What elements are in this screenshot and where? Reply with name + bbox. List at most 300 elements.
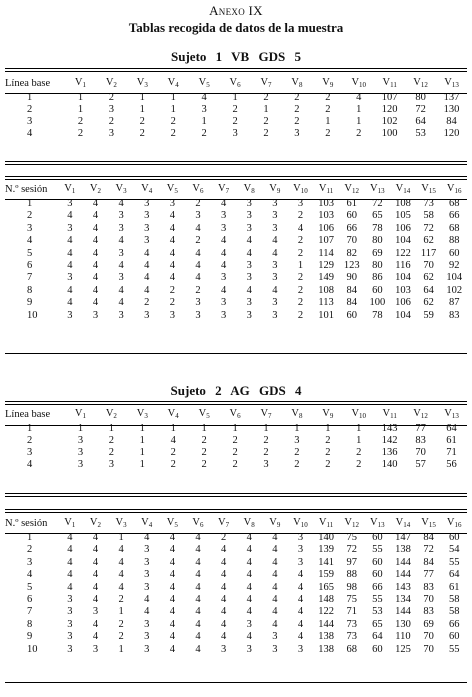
table-cell: 2	[263, 447, 269, 458]
table-cell: 72	[415, 104, 426, 115]
table-cell: 3	[77, 435, 84, 446]
table-cell: 70	[415, 447, 426, 458]
table-cell: 97	[346, 556, 357, 568]
table-cell: 3	[67, 631, 73, 643]
table-cell: 3	[77, 459, 84, 470]
column-header: $V_{13}$	[444, 408, 459, 420]
table-cell: 4	[67, 544, 73, 556]
table-cell: 2	[356, 128, 362, 139]
table-cell: 3	[67, 594, 73, 606]
table-cell: 4	[195, 272, 201, 284]
table-cell: 3	[67, 222, 73, 234]
table-cell: 1	[325, 423, 331, 434]
table-cell: 3	[297, 556, 304, 568]
table-cell: 2	[263, 92, 269, 103]
table-cell: 1	[139, 423, 145, 434]
table-cell: 2	[294, 459, 300, 470]
table-row	[5, 644, 467, 656]
table-cell: 59	[423, 309, 434, 321]
table-cell: 2	[118, 594, 124, 606]
table-cell: 101	[318, 309, 334, 321]
table-cell: 4	[195, 260, 201, 272]
table-cell: 104	[395, 272, 411, 284]
table-cell: 4	[92, 594, 99, 606]
table-cell: 4	[272, 569, 278, 581]
table-cell: 2	[232, 459, 238, 470]
table-cell: 80	[372, 235, 383, 247]
column-header: $V_9$	[269, 183, 281, 195]
table-cell: 4	[272, 581, 278, 593]
table-cell: 2	[263, 116, 269, 127]
table-cell: 104	[446, 272, 463, 284]
table-row	[5, 297, 467, 309]
table-cell: 60	[448, 631, 460, 643]
table-cell: 4	[92, 247, 99, 259]
table-cell: 1	[108, 423, 114, 434]
table-cell: 4	[169, 235, 175, 247]
table-cell: 58	[448, 606, 460, 618]
table-cell: 4	[220, 606, 227, 618]
table-cell: 60	[372, 284, 383, 296]
table-cell: 4	[67, 569, 73, 581]
table-cell: 2	[170, 459, 176, 470]
table-cell: 2	[195, 235, 201, 247]
table-cell: 4	[195, 569, 201, 581]
table-row	[5, 272, 467, 284]
column-header: $V_{10}$	[351, 408, 367, 420]
table-cell: 2	[139, 128, 145, 139]
table-cell: 2	[77, 128, 84, 139]
table-cell: 2	[325, 92, 331, 103]
table-cell: 2	[144, 297, 150, 309]
table-cell: 83	[448, 309, 460, 321]
column-header: $V_2$	[89, 183, 101, 195]
table-cell: 77	[423, 569, 434, 581]
table-cell: 62	[423, 235, 434, 247]
table-cell: 4	[118, 556, 124, 568]
table-cell: 2	[297, 247, 304, 259]
table-row	[5, 447, 467, 459]
table-row	[5, 235, 467, 247]
table-row	[5, 260, 467, 272]
table-cell: 3	[118, 222, 124, 234]
table-cell: 2	[263, 435, 269, 446]
table-cell: 4	[169, 594, 175, 606]
table-cell: 3	[294, 435, 300, 446]
column-header: $V_{11}$	[382, 408, 397, 420]
table-cell: 1	[297, 260, 304, 272]
table-cell: 108	[318, 284, 334, 296]
table-cell: 4	[67, 260, 73, 272]
table-row	[5, 104, 467, 116]
table-cell: 3	[108, 128, 114, 139]
subject-2-sessions-table	[5, 516, 467, 656]
subject-1-sessions-top-rule	[5, 176, 467, 177]
table-cell: 92	[448, 260, 460, 272]
table-cell: 103	[318, 210, 334, 222]
table-cell: 4	[169, 210, 175, 222]
table-row	[5, 594, 467, 606]
table-cell: 4	[272, 618, 278, 630]
table-cell: 3	[67, 643, 73, 655]
table-cell: 69	[423, 618, 434, 630]
table-cell: 55	[448, 643, 460, 655]
column-header: $V_4$	[167, 77, 179, 89]
table-cell: 2	[118, 618, 124, 630]
row-label-cell: 4	[27, 569, 33, 581]
table-cell: 65	[372, 210, 383, 222]
table-cell: 159	[318, 569, 334, 581]
row-label-header: N.º sesión	[5, 518, 48, 529]
header-row	[5, 516, 467, 532]
table-cell: 3	[67, 198, 73, 209]
table-cell: 4	[92, 618, 99, 630]
table-cell: 104	[395, 235, 411, 247]
table-cell: 68	[448, 198, 460, 209]
table-cell: 2	[325, 128, 331, 139]
table-cell: 3	[144, 210, 150, 222]
table-cell: 4	[195, 247, 201, 259]
header-row	[5, 182, 467, 198]
row-label-cell: 3	[27, 447, 33, 458]
table-cell: 3	[220, 309, 227, 321]
table-cell: 66	[372, 581, 383, 593]
table-cell: 84	[446, 116, 457, 127]
document-title: Tablas recogida de datos de la muestra	[128, 20, 344, 35]
table-cell: 4	[297, 222, 304, 234]
column-header: $V_{12}$	[344, 183, 359, 195]
table-cell: 90	[346, 272, 357, 284]
table-cell: 2	[118, 631, 124, 643]
table-cell: 64	[423, 284, 434, 296]
row-label-cell: 2	[27, 435, 33, 446]
table-cell: 134	[395, 594, 411, 606]
table-cell: 120	[381, 104, 398, 115]
table-cell: 4	[169, 556, 175, 568]
table-cell: 4	[195, 643, 201, 655]
column-header: $V_4$	[167, 408, 179, 420]
table-cell: 60	[346, 309, 357, 321]
table-cell: 4	[297, 569, 304, 581]
table-cell: 3	[297, 643, 304, 655]
table-cell: 3	[144, 309, 150, 321]
table-cell: 4	[195, 544, 201, 556]
table-row	[5, 435, 467, 447]
table-row	[5, 223, 467, 235]
table-cell: 2	[232, 435, 238, 446]
row-label-cell: 9	[27, 297, 33, 309]
table-cell: 2	[325, 459, 331, 470]
table-cell: 3	[220, 222, 227, 234]
subject-1-sessions-header-rule	[5, 199, 467, 200]
table-cell: 3	[144, 618, 150, 630]
table-cell: 4	[144, 532, 150, 543]
table-cell: 3	[232, 128, 238, 139]
table-cell: 4	[297, 581, 304, 593]
table-cell: 3	[246, 309, 252, 321]
table-cell: 1	[77, 423, 84, 434]
table-cell: 4	[92, 297, 99, 309]
table-cell: 3	[169, 309, 175, 321]
table-cell: 3	[272, 643, 278, 655]
table-cell: 72	[423, 222, 434, 234]
row-label-cell: 4	[27, 235, 33, 247]
row-label-cell: 3	[27, 222, 33, 234]
table-cell: 54	[448, 544, 460, 556]
table-row	[5, 128, 467, 140]
table-cell: 3	[67, 309, 73, 321]
table-cell: 142	[381, 435, 398, 446]
table-cell: 117	[420, 247, 437, 259]
table-cell: 3	[220, 297, 227, 309]
table-cell: 3	[144, 556, 150, 568]
table-cell: 3	[92, 643, 99, 655]
table-cell: 4	[169, 532, 175, 543]
row-label-cell: 10	[27, 643, 38, 655]
table-cell: 71	[346, 606, 357, 618]
table-cell: 4	[195, 581, 201, 593]
table-cell: 4	[169, 260, 175, 272]
table-cell: 102	[446, 284, 463, 296]
row-label-cell: 7	[27, 272, 33, 284]
table-cell: 3	[272, 272, 278, 284]
annex-label: Anexo IX	[209, 3, 263, 18]
table-cell: 4	[195, 618, 201, 630]
table-cell: 1	[294, 423, 300, 434]
row-label-cell: 8	[27, 284, 33, 296]
table-cell: 141	[318, 556, 334, 568]
table-cell: 1	[77, 92, 84, 103]
table-cell: 73	[346, 618, 357, 630]
row-label-cell: 2	[27, 104, 33, 115]
table-cell: 4	[195, 222, 201, 234]
table-cell: 75	[346, 532, 357, 543]
table-cell: 4	[272, 594, 278, 606]
row-label-cell: 1	[27, 198, 33, 209]
table-cell: 4	[195, 631, 201, 643]
table-cell: 4	[272, 235, 278, 247]
column-header: $V_{12}$	[413, 77, 428, 89]
table-cell: 4	[92, 532, 99, 543]
table-cell: 83	[415, 435, 426, 446]
table-cell: 4	[92, 556, 99, 568]
table-cell: 4	[169, 222, 175, 234]
table-cell: 3	[195, 297, 201, 309]
table-cell: 60	[448, 247, 460, 259]
column-header: $V_7$	[260, 77, 272, 89]
table-cell: 114	[318, 247, 334, 259]
table-cell: 144	[318, 618, 334, 630]
row-label-cell: 6	[27, 260, 33, 272]
table-cell: 104	[395, 309, 411, 321]
table-cell: 4	[118, 284, 124, 296]
table-cell: 1	[201, 423, 207, 434]
table-cell: 4	[246, 284, 252, 296]
table-cell: 4	[67, 284, 73, 296]
table-cell: 88	[448, 235, 460, 247]
table-cell: 3	[220, 643, 227, 655]
table-cell: 4	[67, 532, 73, 543]
table-cell: 64	[448, 569, 460, 581]
column-header: $V_9$	[322, 408, 334, 420]
table-cell: 139	[318, 544, 334, 556]
table-cell: 55	[372, 594, 383, 606]
table-cell: 103	[318, 198, 334, 209]
column-header: $V_4$	[141, 183, 153, 195]
table-cell: 4	[144, 594, 150, 606]
table-row	[5, 557, 467, 569]
table-cell: 4	[220, 235, 227, 247]
subject-1-baseline-table	[5, 76, 467, 140]
table-cell: 70	[423, 643, 434, 655]
table-row	[5, 606, 467, 618]
table-cell: 3	[195, 210, 201, 222]
table-cell: 4	[118, 198, 124, 209]
subject-2-heading: Sujeto 2 AG GDS 4	[170, 383, 302, 398]
row-label-cell: 1	[27, 423, 33, 434]
table-cell: 84	[346, 284, 357, 296]
table-cell: 4	[195, 594, 201, 606]
table-cell: 2	[169, 297, 175, 309]
table-cell: 4	[220, 556, 227, 568]
subject-1-baseline-top-rule	[5, 68, 467, 69]
table-cell: 83	[423, 581, 434, 593]
table-cell: 4	[92, 260, 99, 272]
table-cell: 80	[372, 260, 383, 272]
table-row	[5, 582, 467, 594]
table-cell: 4	[169, 643, 175, 655]
column-header: $V_2$	[89, 517, 101, 529]
table-cell: 4	[169, 618, 175, 630]
table-cell: 3	[67, 606, 73, 618]
row-label-cell: 3	[27, 116, 33, 127]
table-cell: 108	[395, 198, 411, 209]
table-cell: 2	[263, 128, 269, 139]
table-cell: 3	[144, 235, 150, 247]
row-label-header: Línea base	[5, 78, 51, 89]
column-header: $V_1$	[64, 183, 76, 195]
table-cell: 4	[144, 272, 150, 284]
table-cell: 61	[448, 581, 460, 593]
table-cell: 4	[169, 247, 175, 259]
table-cell: 3	[246, 198, 252, 209]
table-cell: 4	[67, 210, 73, 222]
table-cell: 1	[170, 423, 176, 434]
table-cell: 82	[346, 247, 357, 259]
table-cell: 4	[92, 272, 99, 284]
table-cell: 1	[139, 459, 145, 470]
table-cell: 66	[346, 222, 357, 234]
table-cell: 66	[448, 210, 460, 222]
column-header: $V_{13}$	[370, 183, 385, 195]
column-header: $V_9$	[269, 517, 281, 529]
table-cell: 3	[220, 210, 227, 222]
table-cell: 3	[246, 643, 252, 655]
column-header: $V_{14}$	[395, 183, 411, 195]
row-label-header: N.º sesión	[5, 184, 48, 195]
table-cell: 143	[381, 423, 398, 434]
table-cell: 2	[297, 309, 304, 321]
table-cell: 2	[325, 447, 331, 458]
subject-2-baseline-table	[5, 407, 467, 471]
column-header: $V_{10}$	[293, 517, 308, 529]
table-cell: 3	[272, 631, 278, 643]
table-row	[5, 631, 467, 643]
table-cell: 2	[195, 198, 201, 209]
table-cell: 4	[297, 594, 304, 606]
table-cell: 4	[272, 606, 278, 618]
table-cell: 3	[246, 272, 252, 284]
table-cell: 61	[446, 435, 457, 446]
table-cell: 1	[325, 116, 331, 127]
table-cell: 105	[395, 210, 411, 222]
table-cell: 4	[356, 92, 362, 103]
row-label-cell: 4	[27, 128, 33, 139]
subject-2-sessions-bottom-rule	[5, 682, 467, 683]
table-cell: 53	[415, 128, 426, 139]
table-cell: 3	[77, 447, 84, 458]
table-cell: 113	[318, 297, 334, 309]
subject-1-heading: Sujeto 1 VB GDS 5	[171, 49, 301, 64]
subject-1-baseline-header-rule	[5, 93, 467, 94]
table-cell: 4	[67, 581, 73, 593]
table-cell: 3	[220, 272, 227, 284]
table-cell: 88	[346, 569, 357, 581]
row-label-cell: 7	[27, 606, 33, 618]
table-cell: 3	[294, 128, 300, 139]
table-cell: 3	[272, 297, 278, 309]
table-cell: 56	[446, 459, 457, 470]
column-header: $V_1$	[64, 517, 76, 529]
table-row	[5, 116, 467, 128]
row-label-cell: 1	[27, 532, 33, 543]
table-cell: 4	[297, 631, 304, 643]
table-cell: 2	[297, 284, 304, 296]
table-cell: 130	[395, 618, 411, 630]
table-cell: 3	[67, 272, 73, 284]
table-cell: 2	[297, 297, 304, 309]
column-header: $V_9$	[322, 77, 334, 89]
column-header: $V_{16}$	[446, 183, 462, 195]
table-cell: 3	[297, 544, 304, 556]
table-cell: 2	[169, 284, 175, 296]
table-cell: 137	[443, 92, 460, 103]
row-label-cell: 6	[27, 594, 33, 606]
column-header: $V_8$	[243, 183, 255, 195]
column-header: $V_1$	[74, 77, 86, 89]
table-cell: 4	[170, 435, 176, 446]
table-cell: 2	[297, 235, 304, 247]
table-cell: 4	[220, 198, 227, 209]
table-cell: 71	[446, 447, 457, 458]
table-cell: 140	[318, 532, 334, 543]
table-cell: 2	[201, 447, 207, 458]
table-cell: 4	[144, 247, 150, 259]
table-cell: 2	[108, 447, 114, 458]
table-cell: 122	[318, 606, 334, 618]
table-cell: 4	[67, 297, 73, 309]
table-cell: 62	[423, 272, 434, 284]
table-cell: 3	[67, 618, 73, 630]
table-cell: 3	[169, 198, 175, 209]
column-header: $V_8$	[291, 77, 303, 89]
table-cell: 87	[448, 297, 460, 309]
table-cell: 2	[139, 116, 145, 127]
column-header: $V_{13}$	[370, 517, 385, 529]
table-cell: 106	[395, 222, 411, 234]
table-cell: 130	[443, 104, 460, 115]
table-cell: 149	[318, 272, 334, 284]
